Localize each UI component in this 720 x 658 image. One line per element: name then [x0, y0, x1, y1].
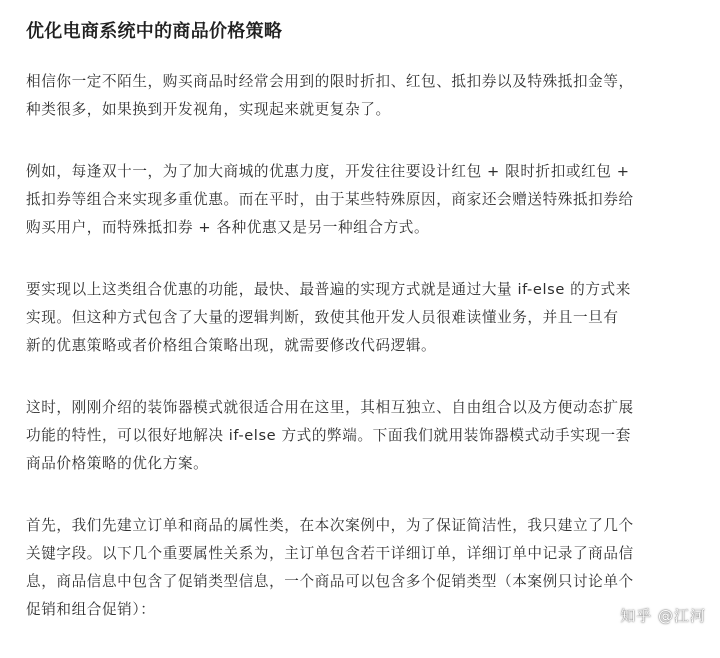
paragraph-line: 功能的特性，可以很好地解决 if-else 方式的弊端。下面我们就用装饰器模式动手实现一套: [26, 427, 631, 444]
article: [26, 18, 700, 658]
paragraph-line: 例如，每逢双十一，为了加大商城的优惠力度，开发往往要设计红包 + 限时折扣或红包 +: [26, 163, 630, 180]
paragraph-1: [26, 68, 700, 124]
paragraph-line: 息，商品信息中包含了促销类型信息，一个商品可以包含多个促销类型（本案例只讨论单个: [26, 573, 634, 590]
paragraph-line: 这时，刚刚介绍的装饰器模式就很适合用在这里，其相互独立、自由组合以及方便动态扩展: [26, 399, 634, 416]
paragraph-line: 关键字段。以下几个重要属性关系为，主订单包含若干详细订单，详细订单中记录了商品信: [26, 545, 634, 562]
zhihu-watermark: 知乎 @江河: [620, 607, 706, 625]
paragraph-line: 要实现以上这类组合优惠的功能，最快、最普遍的实现方式就是通过大量 if-else 的方式来: [26, 281, 631, 298]
article-title: 优化电商系统中的商品价格策略: [26, 21, 283, 42]
paragraph-line: 首先，我们先建立订单和商品的属性类，在本次案例中，为了保证简洁性，我只建立了几个: [26, 517, 634, 534]
paragraph-2: [26, 158, 700, 242]
paragraph-line: 种类很多，如果换到开发视角，实现起来就更复杂了。: [26, 101, 391, 118]
paragraph-line: 商品价格策略的优化方案。: [26, 455, 209, 472]
paragraph-4: [26, 394, 700, 478]
paragraph-line: 抵扣券等组合来实现多重优惠。而在平时，由于某些特殊原因，商家还会赠送特殊抵扣券给: [26, 191, 634, 208]
paragraph-line: 相信你一定不陌生，购买商品时经常会用到的限时折扣、红包、抵扣券以及特殊抵扣金等，: [26, 73, 634, 90]
paragraph-line: 新的优惠策略或者价格组合策略出现，就需要修改代码逻辑。: [26, 337, 437, 354]
paragraph-line: 实现。但这种方式包含了大量的逻辑判断，致使其他开发人员很难读懂业务，并且一旦有: [26, 309, 619, 326]
paragraph-3: [26, 276, 700, 360]
paragraph-5: [26, 512, 700, 624]
paragraph-line: 购买用户，而特殊抵扣券 + 各种优惠又是另一种组合方式。: [26, 219, 430, 236]
paragraph-line: 促销和组合促销）：: [26, 601, 156, 618]
